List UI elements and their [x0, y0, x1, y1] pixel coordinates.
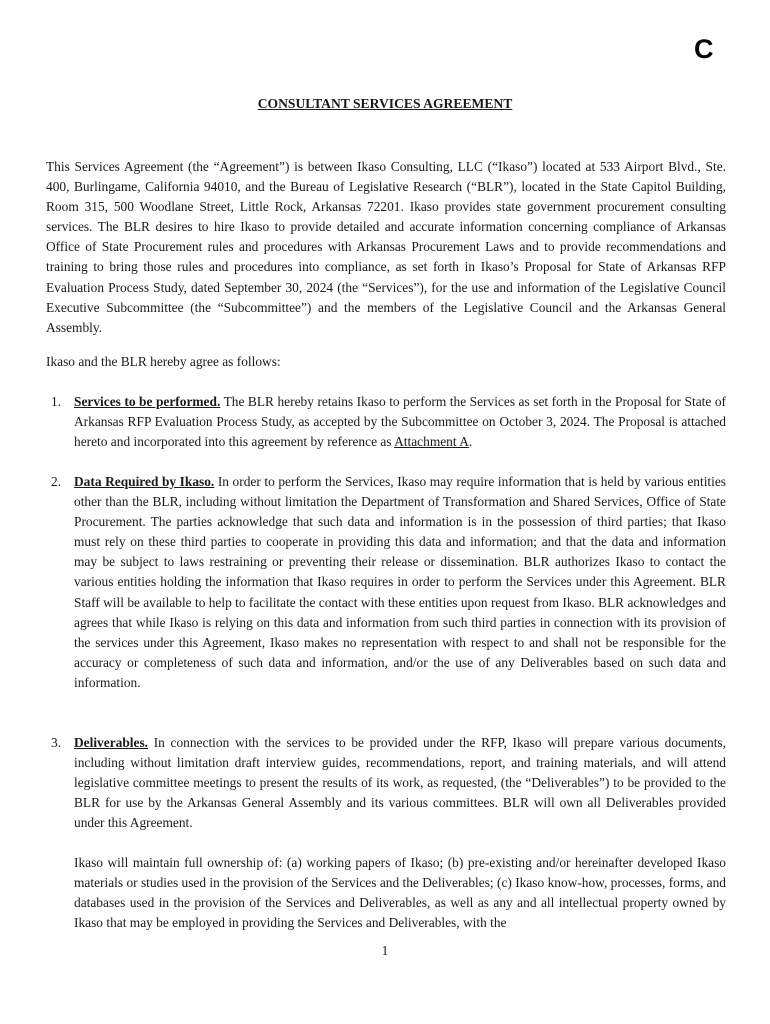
section-text: In connection with the services to be provided under the RFP, Ikaso will prepare various documents, including without limitation draft interview guides, recommendations, report, and training materials, and will attend legislative committee meetings to present the results of its work, as requested, (the “Deliverables”) to be provided to the BLR for use by the Arkansas General Assembly and its various committees. BLR will own all Deliverables provided under this Agreement.	[74, 735, 726, 831]
section-body	[74, 733, 726, 833]
section-heading: Services to be performed.	[74, 394, 221, 409]
section-heading: Data Required by Ikaso.	[74, 474, 215, 489]
agree-line: Ikaso and the BLR hereby agree as follows:	[46, 354, 281, 369]
section-3-continuation	[46, 853, 726, 933]
page-number: 1	[381, 943, 389, 958]
section-number: 1.	[51, 394, 62, 409]
section-number: 3.	[51, 735, 62, 750]
intro-paragraph: This Services Agreement (the “Agreement”) is between Ikaso Consulting, LLC (“Ikaso”) located at 533 Airport Blvd., Ste. 400, Burlingame, California 94010, and the Bureau of Legislative Research (“BLR”), located in the State Capitol Building, Room 315, 500 Woodlane Street, Little Rock, Arkansas 72201. Ikaso provides state government procurement consulting services. The BLR desires to hire Ikaso to provide detailed and accurate information concerning compliance of Arkansas Office of State Procurement rules and procedures with Arkansas Procurement Laws and to provide recommendations and training to bring those rules and procedures into compliance, as set forth in Ikaso’s Proposal for State of Arkansas RFP Evaluation Process Study, dated September 30, 2024 (the “Services”), for the use and information of the Legislative Council Executive Subcommittee (the “Subcommittee”) and the members of the Legislative Council and the Arkansas General Assembly.	[46, 159, 726, 335]
section-body	[74, 472, 726, 693]
section-body	[74, 392, 726, 452]
section-heading: Deliverables.	[74, 735, 149, 750]
section-3	[46, 733, 726, 833]
section-text-end: .	[468, 434, 473, 450]
section-text: The BLR hereby retains Ikaso to perform the Services as set forth in the Proposal for State of Arkansas RFP Evaluation Process Study, as accepted by the Subcommittee on October 3, 2024. The Proposal is attached hereto and incorporated into this agreement by reference as	[74, 394, 726, 450]
document-title: CONSULTANT SERVICES AGREEMENT	[257, 96, 513, 111]
section-2	[46, 472, 726, 693]
attachment-a-reference: Attachment A	[394, 434, 469, 450]
section-text: In order to perform the Services, Ikaso may require information that is held by various entities other than the BLR, including without limitation the Department of Transformation and Shared Services, Office of State Procurement. The parties acknowledge that such data and information is in the possession of third parties; that Ikaso must rely on these third parties to cooperate in providing this data and information; and that the data and information may be subject to laws restraining or preventing their release or dissemination. BLR authorizes Ikaso to contact the various entities holding the information that Ikaso requires in order to perform the Services under this Agreement. BLR Staff will be available to help to facilitate the contact with these entities upon request from Ikaso. BLR acknowledges and agrees that while Ikaso is relying on this data and information from such third parties in connection with its provision of the services under this Agreement, Ikaso makes no representation with respect to and shall not be responsible for the accuracy or completeness of such data and information, and/or the use of any Deliverables based on such data and information.	[74, 474, 727, 690]
section-number: 2.	[51, 474, 62, 489]
section-1	[46, 392, 726, 452]
corner-mark: C	[694, 34, 714, 64]
section-body: Ikaso will maintain full ownership of: (a) working papers of Ikaso; (b) pre-existing and/or hereinafter developed Ikaso materials or studies used in the provision of the Services and the Deliverables; (c) Ikaso know-how, processes, forms, and databases used in the provision of the Services and Deliverables, as well as any and all intellectual property owned by Ikaso that may be employed in providing the Services and Deliverables, with the	[74, 855, 726, 931]
